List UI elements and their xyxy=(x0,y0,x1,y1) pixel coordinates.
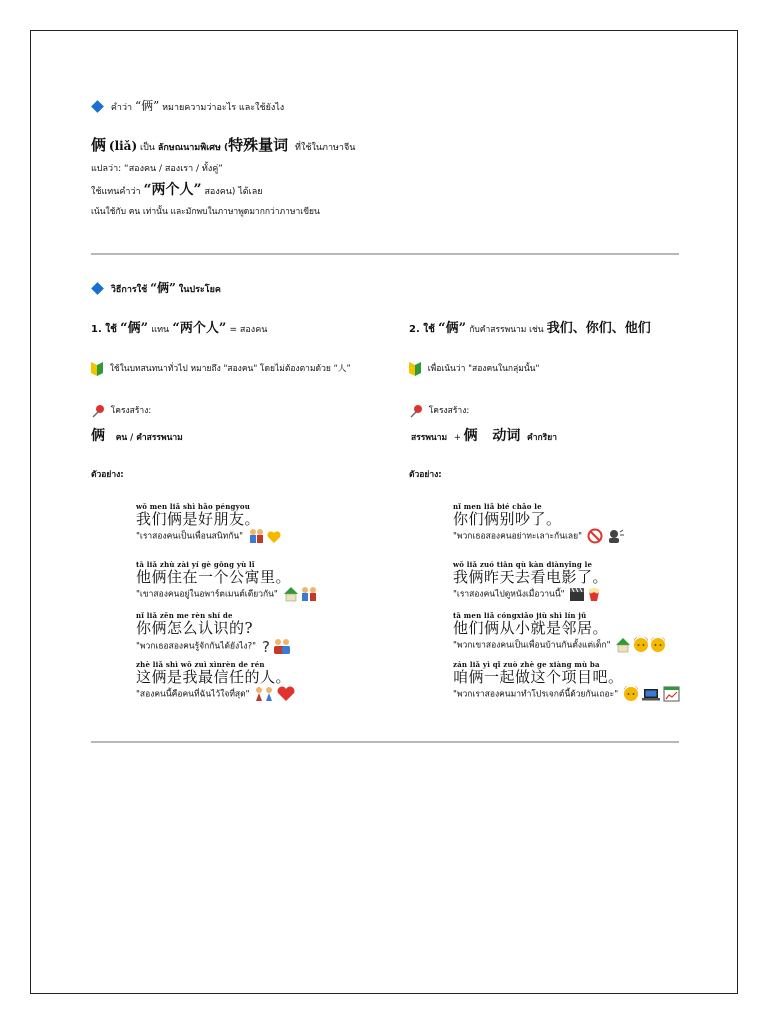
right-structure-verb: 动词 xyxy=(492,428,521,444)
left-note xyxy=(91,361,351,376)
left-note-text: ใช้ในบทสนทนาทั่วไป หมายถึง "สองคน" โดยไม่ต้องตามด้วย “人” xyxy=(109,364,351,374)
example-pinyin: zán liǎ yì qǐ zuò zhè ge xiàng mù ba xyxy=(453,660,600,669)
right-example-2 xyxy=(453,561,608,603)
example-pinyin: tā liǎ zhù zài yí gè gōng yù lǐ xyxy=(136,560,255,569)
right-structure xyxy=(411,425,557,445)
pushpin-icon xyxy=(91,404,105,418)
house-children-icon xyxy=(615,637,667,653)
two-friends-heart-icon xyxy=(248,528,282,544)
example-hanzi: 他俩住在一个公寓里。 xyxy=(136,568,292,586)
question-couple-icon xyxy=(261,637,295,655)
left-title xyxy=(91,317,267,337)
intro-line-3 xyxy=(91,179,263,199)
right-title-words: 我们、你们、他们 xyxy=(546,321,651,336)
line1-tail: ที่ใช้ในภาษาจีน xyxy=(295,143,356,153)
right-example-1 xyxy=(453,503,625,545)
line1-type: ลักษณนามพิเศษ ( xyxy=(157,143,229,153)
left-title-pre: 1. ใช้ xyxy=(91,324,117,335)
example-thai: "พวกเธอสองคนอย่าทะเลาะกันเลย" xyxy=(453,531,583,542)
example-thai: "พวกเราสองคนมาทำโปรเจกต์นี้ด้วยกันเถอะ" xyxy=(453,689,619,700)
question-post: หมายความว่าอะไร และใช้ยังไง xyxy=(162,103,285,113)
divider-2 xyxy=(91,741,679,743)
example-thai: "เขาสองคนอยู่ในอพาร์ตเมนต์เดียวกัน" xyxy=(136,589,278,600)
question-word: “俩” xyxy=(134,99,160,113)
left-title-word2: “两个人” xyxy=(172,321,227,336)
example-hanzi: 你俩怎么认识的? xyxy=(136,619,254,637)
left-title-word: “俩” xyxy=(120,321,149,336)
example-thai-row xyxy=(453,528,625,545)
question-pre: คำว่า xyxy=(110,103,133,113)
left-example-1 xyxy=(136,503,282,545)
right-examples-label: ตัวอย่าง: xyxy=(409,470,442,480)
intro-line-1 xyxy=(91,134,355,155)
right-example-3 xyxy=(453,612,667,654)
example-hanzi: 他们俩从小就是邻居。 xyxy=(453,619,609,637)
blue-diamond-icon xyxy=(91,100,104,113)
right-title-word: “俩” xyxy=(438,321,467,336)
right-structure-pronoun: สรรพนาม xyxy=(411,433,448,443)
example-thai-row xyxy=(136,686,298,703)
liangge-ren: “两个人” xyxy=(143,182,202,198)
right-note-text: เพื่อเน้นว่า "สองคนในกลุ่มนั้น" xyxy=(427,364,540,374)
divider-1 xyxy=(91,253,679,255)
prohibited-speaking-icon xyxy=(587,528,625,544)
blue-diamond-icon xyxy=(91,282,104,295)
left-example-4 xyxy=(136,661,298,703)
left-example-2 xyxy=(136,561,319,603)
example-thai-row xyxy=(453,637,667,654)
example-pinyin: zhè liǎ shì wǒ zuì xìnrèn de rén xyxy=(136,660,265,669)
liang-char: 俩 xyxy=(91,136,107,154)
example-pinyin: nǐ men liǎ bié chǎo le xyxy=(453,502,542,511)
right-structure-label xyxy=(409,403,469,418)
example-hanzi: 咱俩一起做这个项目吧。 xyxy=(453,668,624,686)
left-example-3 xyxy=(136,612,295,655)
left-structure xyxy=(91,425,183,445)
line1-is: เป็น xyxy=(140,143,155,153)
usage-heading xyxy=(93,279,221,296)
left-title-mid: แทน xyxy=(151,325,170,335)
intro-line-4: เน้นใช้กับ คน เท่านั้น และมักพบในภาษาพูดมากกว่าภาษาเขียน xyxy=(91,207,320,217)
two-people-heart-icon xyxy=(254,686,298,702)
example-thai: "เราสองคนเป็นเพื่อนสนิทกัน" xyxy=(136,531,244,542)
right-title-mid: กับคำสรรพนาม เช่น xyxy=(469,325,544,335)
right-structure-plus: + xyxy=(453,433,461,443)
example-thai-row xyxy=(453,586,608,603)
intro-question xyxy=(93,97,284,114)
left-title-post: = สองคน xyxy=(229,325,268,335)
example-thai: "สองคนนี้คือคนที่ฉันไว้ใจที่สุด" xyxy=(136,689,250,700)
example-thai: "พวกเธอสองคนรู้จักกันได้ยังไง?" xyxy=(136,641,256,652)
right-structure-word: 俩 xyxy=(463,428,478,444)
clapper-popcorn-icon xyxy=(569,586,603,602)
left-structure-rest: คน / คำสรรพนาม xyxy=(115,433,183,443)
example-thai-row xyxy=(136,528,282,545)
left-examples-label: ตัวอย่าง: xyxy=(91,470,124,480)
usage-word: “俩” xyxy=(150,281,176,295)
right-structure-verb-thai: คำกริยา xyxy=(527,433,557,443)
document-page xyxy=(30,30,738,994)
left-structure-label xyxy=(91,403,151,418)
beginner-shield-icon xyxy=(91,362,103,376)
right-title xyxy=(409,317,651,337)
svg-text:?: ? xyxy=(261,638,270,655)
example-hanzi: 这俩是我最信任的人。 xyxy=(136,668,292,686)
house-people-icon xyxy=(283,586,319,602)
example-pinyin: wǒ men liǎ shì hǎo péngyou xyxy=(136,502,251,511)
right-title-pre: 2. ใช้ xyxy=(409,324,435,335)
usage-post: ในประโยค xyxy=(178,285,221,295)
liang-pinyin: (liǎ) xyxy=(108,139,138,153)
person-laptop-chart-icon xyxy=(623,686,681,702)
example-thai-row xyxy=(136,586,319,603)
right-example-4 xyxy=(453,661,681,703)
special-measure-word: 特殊量词 xyxy=(228,136,289,154)
example-thai-row xyxy=(453,686,681,703)
example-hanzi: 我俩昨天去看电影了。 xyxy=(453,568,609,586)
left-structure-word: 俩 xyxy=(91,428,105,444)
pushpin-icon xyxy=(409,404,423,418)
example-hanzi: 我们俩是好朋友。 xyxy=(136,510,261,528)
example-pinyin: nǐ liǎ zěn me rèn shí de xyxy=(136,611,233,620)
example-thai-row xyxy=(136,637,295,655)
line3-post: สองคน) ได้เลย xyxy=(204,187,263,197)
right-note xyxy=(409,361,539,376)
example-pinyin: wǒ liǎ zuó tiān qù kàn diànyǐng le xyxy=(453,560,593,569)
example-pinyin: tā men liǎ cóngxiǎo jiù shì lín jū xyxy=(453,611,587,620)
example-hanzi: 你们俩别吵了。 xyxy=(453,510,562,528)
right-structure-label-text: โครงสร้าง: xyxy=(428,406,470,416)
example-thai: "พวกเขาสองคนเป็นเพื่อนบ้านกันตั้งแต่เด็ก" xyxy=(453,640,611,651)
line3-pre: ใช้แทนคำว่า xyxy=(91,187,141,197)
example-thai: "เราสองคนไปดูหนังเมื่อวานนี้" xyxy=(453,589,565,600)
beginner-shield-icon xyxy=(409,362,421,376)
left-structure-label-text: โครงสร้าง: xyxy=(110,406,152,416)
usage-pre: วิธีการใช้ xyxy=(110,285,148,295)
intro-line-2: แปลว่า: “สองคน / สองเรา / ทั้งคู่” xyxy=(91,164,223,174)
